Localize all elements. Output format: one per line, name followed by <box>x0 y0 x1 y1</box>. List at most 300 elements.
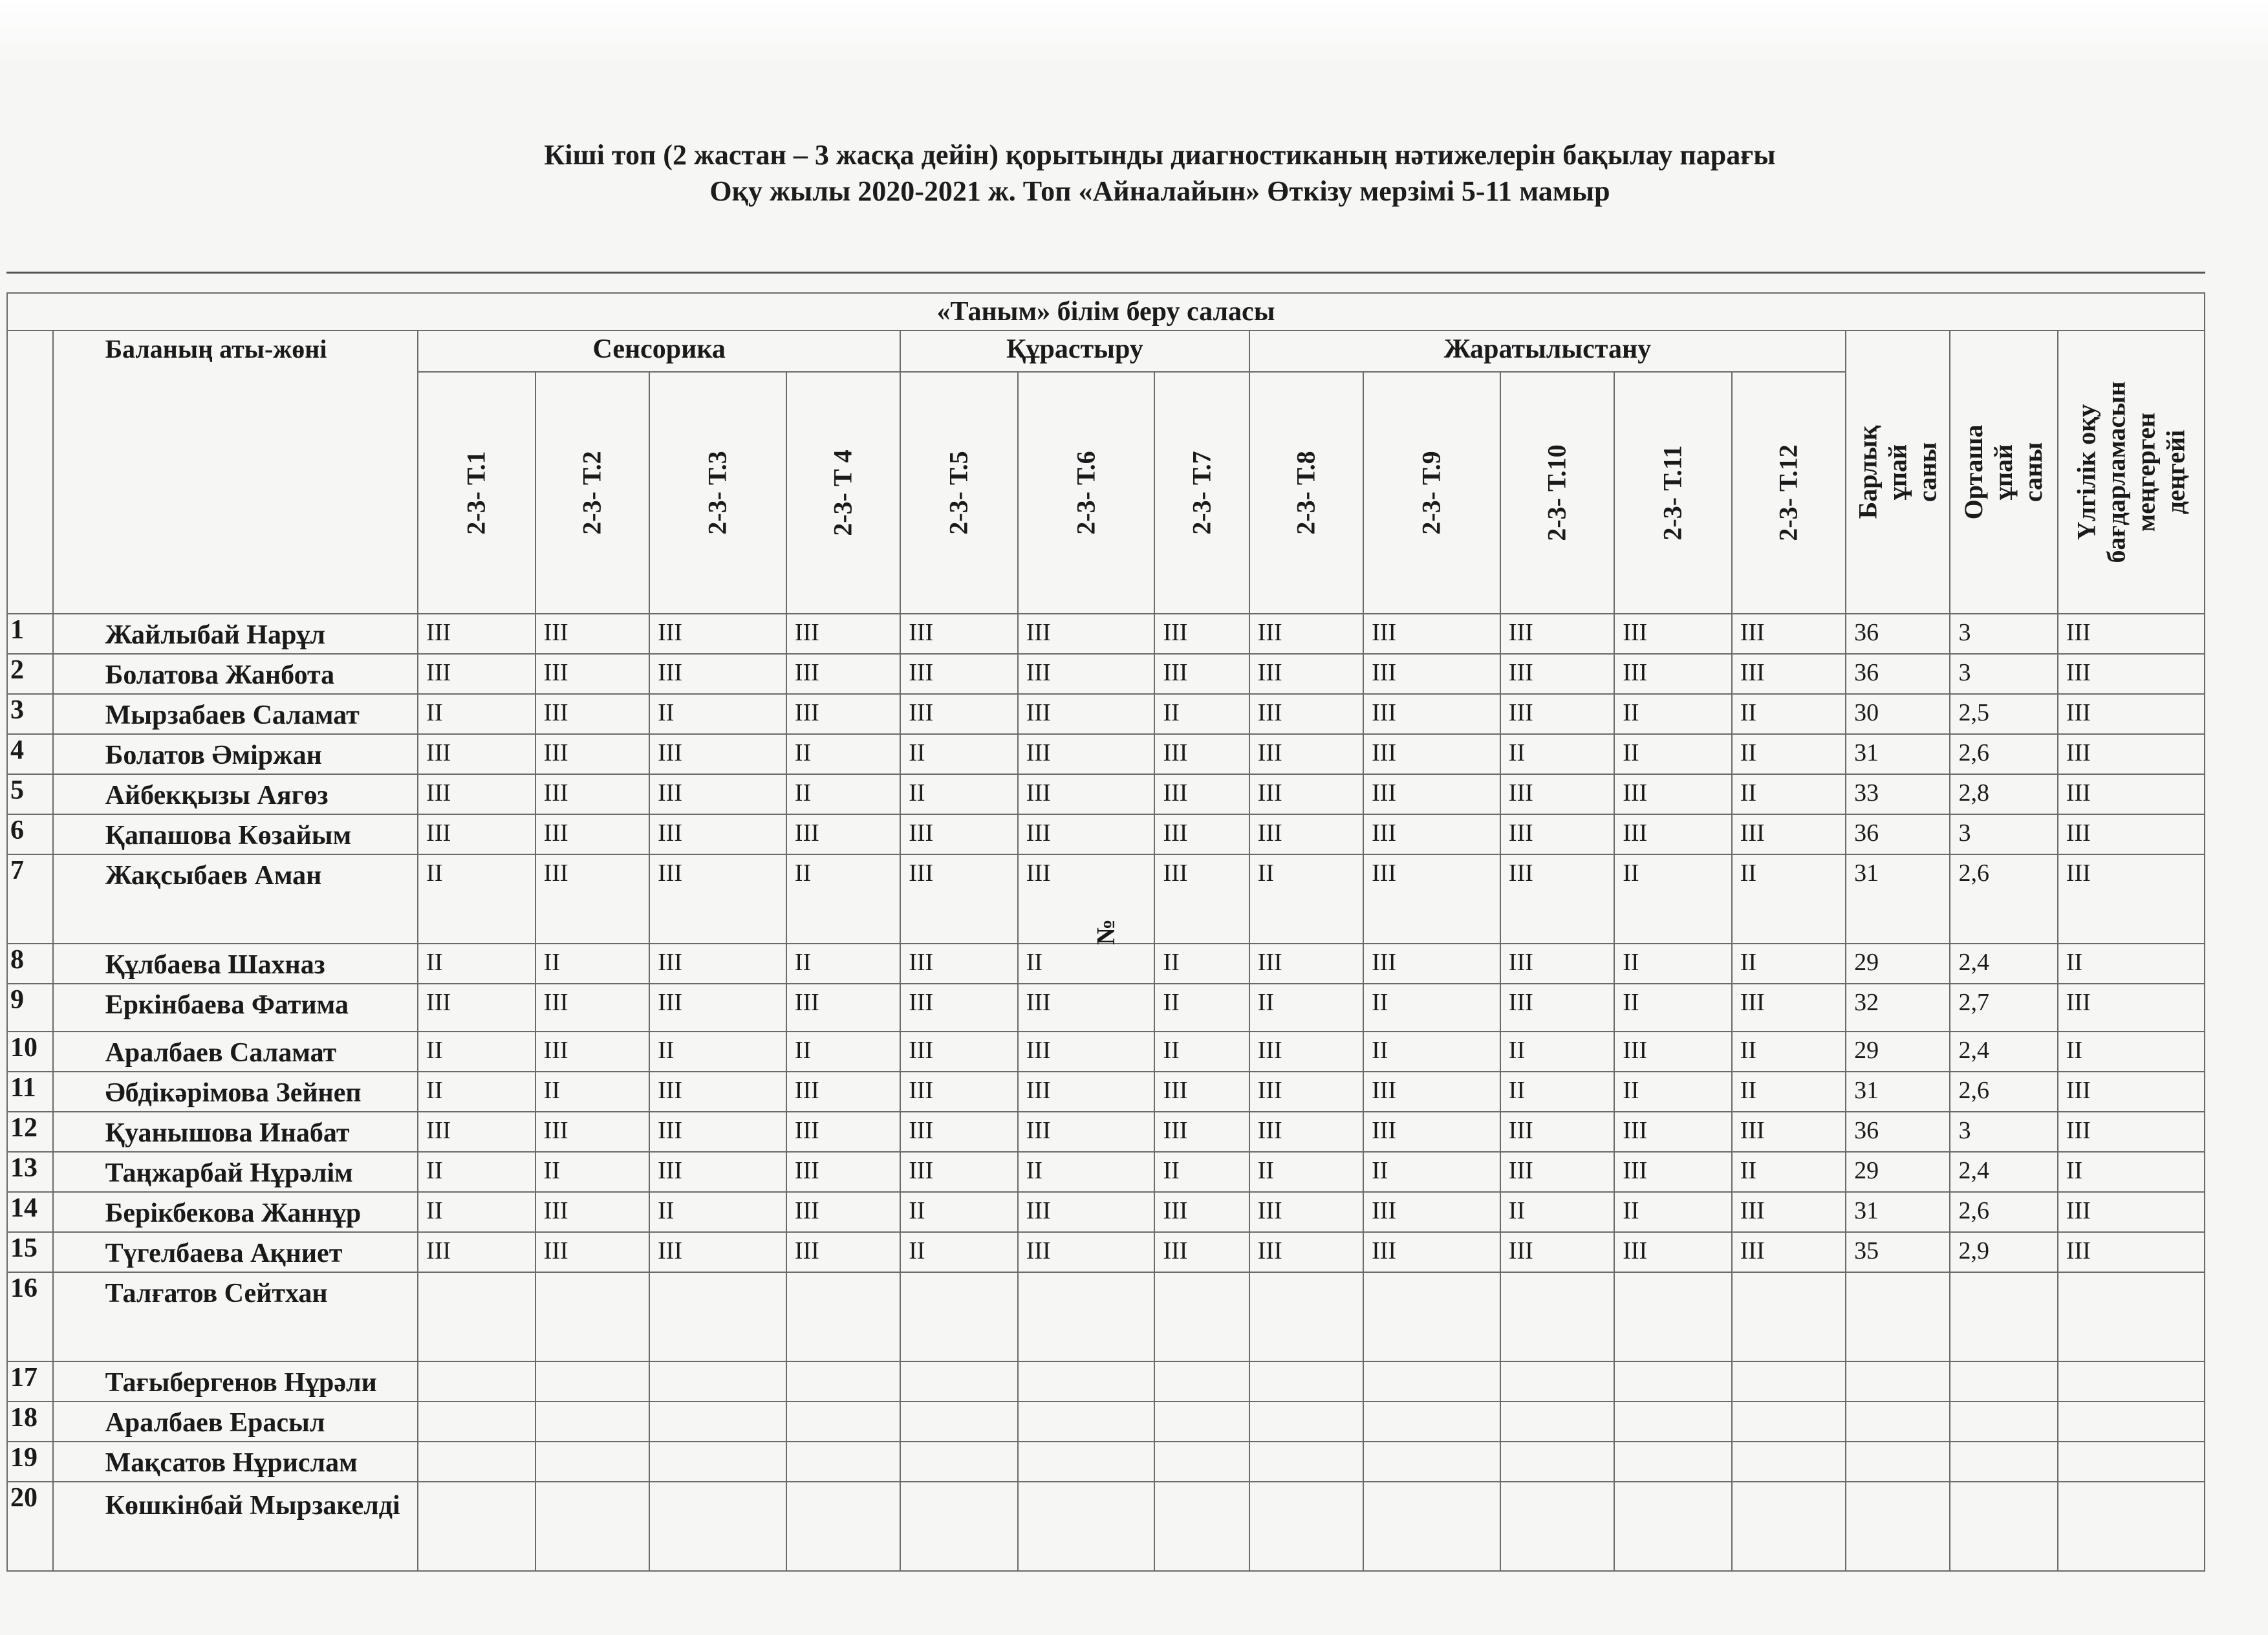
task-score: III <box>649 734 786 774</box>
row-number: 11 <box>7 1072 53 1112</box>
child-name: Берікбекова Жаннұр <box>53 1192 418 1232</box>
task-score: III <box>535 814 649 854</box>
row-number: 4 <box>7 734 53 774</box>
task-score: III <box>1732 1112 1846 1152</box>
task-score: II <box>418 944 535 984</box>
task-score: III <box>649 1152 786 1192</box>
total-score-header-text: Барлық ұпай саны <box>1853 425 1942 519</box>
task-score: III <box>535 614 649 654</box>
task-score: III <box>900 984 1017 1032</box>
task-header <box>535 372 649 614</box>
task-header-label: 2-3- Т.7 <box>1187 451 1216 535</box>
level-score: III <box>2058 854 2205 944</box>
child-name: Болатова Жанбота <box>53 654 418 694</box>
task-score: III <box>1363 614 1500 654</box>
group-header-zharatylystanu: Жаратылыстану <box>1249 330 1846 372</box>
task-score: II <box>535 1152 649 1192</box>
task-score: III <box>1154 774 1249 814</box>
level-score: II <box>2058 944 2205 984</box>
task-score: III <box>786 984 900 1032</box>
task-score: III <box>1154 1112 1249 1152</box>
task-score: III <box>1614 774 1731 814</box>
task-score: III <box>418 774 535 814</box>
task-score: III <box>649 1072 786 1112</box>
task-score: II <box>1154 984 1249 1032</box>
task-score: II <box>1154 944 1249 984</box>
task-header <box>649 372 786 614</box>
task-score: II <box>535 1072 649 1112</box>
average-score: 3 <box>1950 654 2057 694</box>
row-number: 16 <box>7 1272 53 1361</box>
task-score: III <box>1018 814 1155 854</box>
child-name: Жайлыбай Нарұл <box>53 614 418 654</box>
task-score: II <box>900 1232 1017 1272</box>
task-score: III <box>1154 734 1249 774</box>
task-score: II <box>1614 734 1731 774</box>
task-score: II <box>786 854 900 944</box>
task-score: II <box>1500 1072 1614 1112</box>
task-header <box>1732 372 1846 614</box>
total-score: 30 <box>1846 694 1950 734</box>
child-name: Мақсатов Нұрислам <box>53 1442 418 1482</box>
child-name: Жақсыбаев Аман <box>53 854 418 944</box>
average-score: 2,9 <box>1950 1232 2057 1272</box>
total-score: 36 <box>1846 654 1950 694</box>
task-score: III <box>1614 614 1731 654</box>
task-score: II <box>1732 1152 1846 1192</box>
average-score: 2,5 <box>1950 694 2057 734</box>
level-score: III <box>2058 1232 2205 1272</box>
average-score: 2,4 <box>1950 1032 2057 1072</box>
task-score: III <box>900 1152 1017 1192</box>
level-header <box>2058 330 2205 614</box>
average-score: 3 <box>1950 1112 2057 1152</box>
task-score: III <box>649 654 786 694</box>
task-score: III <box>649 814 786 854</box>
task-score: II <box>649 694 786 734</box>
task-score: III <box>1018 1232 1155 1272</box>
task-score: III <box>649 1232 786 1272</box>
task-score: II <box>1363 1032 1500 1072</box>
row-number: 12 <box>7 1112 53 1152</box>
task-score: III <box>1249 1112 1363 1152</box>
child-name: Аралбаев Ерасыл <box>53 1402 418 1442</box>
total-score: 31 <box>1846 854 1950 944</box>
task-score: II <box>1154 1152 1249 1192</box>
task-score: II <box>1614 944 1731 984</box>
task-score: III <box>786 814 900 854</box>
total-score: 29 <box>1846 1032 1950 1072</box>
task-score: II <box>1732 1032 1846 1072</box>
average-score: 2,6 <box>1950 1192 2057 1232</box>
total-score: 31 <box>1846 734 1950 774</box>
task-score: III <box>1614 1112 1731 1152</box>
task-score: III <box>1018 774 1155 814</box>
child-name: Болатов Әміржан <box>53 734 418 774</box>
total-score: 31 <box>1846 1192 1950 1232</box>
level-score: III <box>2058 654 2205 694</box>
task-score: III <box>900 854 1017 944</box>
row-number: 8 <box>7 944 53 984</box>
task-score: III <box>535 1112 649 1152</box>
task-score: III <box>1154 1232 1249 1272</box>
task-score: III <box>418 734 535 774</box>
average-score: 2,6 <box>1950 1072 2057 1112</box>
area-title: «Таным» білім беру саласы <box>7 293 2205 330</box>
task-score: II <box>649 1032 786 1072</box>
task-score: II <box>900 1192 1017 1232</box>
child-name: Таңжарбай Нұрәлім <box>53 1152 418 1192</box>
task-score: III <box>535 694 649 734</box>
task-score: II <box>418 1032 535 1072</box>
task-score: II <box>1614 694 1731 734</box>
task-score: II <box>1363 984 1500 1032</box>
task-score: III <box>418 654 535 694</box>
task-score: III <box>1249 1072 1363 1112</box>
child-name: Тағыбергенов Нұрәли <box>53 1361 418 1402</box>
task-score: III <box>649 944 786 984</box>
total-score: 33 <box>1846 774 1950 814</box>
task-score: III <box>535 1192 649 1232</box>
task-score: III <box>1732 814 1846 854</box>
task-header-label: 2-3- Т.9 <box>1416 451 1446 535</box>
task-score: III <box>535 654 649 694</box>
child-name: Қапашова Көзайым <box>53 814 418 854</box>
task-score: II <box>900 734 1017 774</box>
task-score: III <box>1249 1192 1363 1232</box>
task-score: III <box>1363 694 1500 734</box>
task-score: III <box>1018 1072 1155 1112</box>
total-score: 29 <box>1846 1152 1950 1192</box>
num-header: № <box>7 330 53 614</box>
average-score: 3 <box>1950 614 2057 654</box>
child-name: Түгелбаева Ақниет <box>53 1232 418 1272</box>
task-score: III <box>1363 1232 1500 1272</box>
task-header <box>900 372 1017 614</box>
row-number: 15 <box>7 1232 53 1272</box>
task-score: II <box>649 1192 786 1232</box>
task-score: II <box>418 854 535 944</box>
task-score: II <box>1154 694 1249 734</box>
row-number: 20 <box>7 1482 53 1571</box>
task-score: III <box>900 1112 1017 1152</box>
task-score: II <box>1732 694 1846 734</box>
task-score: III <box>1500 1232 1614 1272</box>
task-score: II <box>1500 1192 1614 1232</box>
results-table-wrap <box>6 292 2205 1572</box>
row-number: 5 <box>7 774 53 814</box>
task-score: II <box>1249 984 1363 1032</box>
level-score: II <box>2058 1032 2205 1072</box>
task-score: III <box>900 614 1017 654</box>
total-score: 32 <box>1846 984 1950 1032</box>
task-score: III <box>1363 814 1500 854</box>
task-score: III <box>1732 614 1846 654</box>
task-score: II <box>786 1032 900 1072</box>
row-number: 13 <box>7 1152 53 1192</box>
task-score: II <box>418 1192 535 1232</box>
task-score: III <box>1500 654 1614 694</box>
task-score: III <box>1363 1192 1500 1232</box>
task-score: III <box>1500 774 1614 814</box>
task-score: III <box>418 614 535 654</box>
total-score: 36 <box>1846 814 1950 854</box>
task-score: III <box>535 984 649 1032</box>
task-score: III <box>1018 854 1155 944</box>
task-score: II <box>1500 734 1614 774</box>
task-score: III <box>1018 1112 1155 1152</box>
task-score: III <box>1500 944 1614 984</box>
task-score: III <box>418 814 535 854</box>
task-score: II <box>1732 774 1846 814</box>
scan-edge <box>0 0 2268 65</box>
task-score: III <box>1732 654 1846 694</box>
average-score: 2,4 <box>1950 944 2057 984</box>
task-score: III <box>1500 614 1614 654</box>
child-name: Құлбаева Шахназ <box>53 944 418 984</box>
task-score: III <box>1018 614 1155 654</box>
task-score: III <box>1154 854 1249 944</box>
task-score: II <box>1614 854 1731 944</box>
task-header <box>1363 372 1500 614</box>
level-score: III <box>2058 814 2205 854</box>
row-number: 1 <box>7 614 53 654</box>
row-number: 2 <box>7 654 53 694</box>
average-score: 2,4 <box>1950 1152 2057 1192</box>
average-score: 2,8 <box>1950 774 2057 814</box>
total-score: 31 <box>1846 1072 1950 1112</box>
task-score: III <box>418 984 535 1032</box>
task-score: III <box>1154 1072 1249 1112</box>
task-score: III <box>1154 654 1249 694</box>
task-score: II <box>1154 1032 1249 1072</box>
task-score: III <box>900 694 1017 734</box>
task-score: III <box>1249 694 1363 734</box>
task-score: III <box>649 614 786 654</box>
task-score: II <box>1018 944 1155 984</box>
task-score: II <box>1363 1152 1500 1192</box>
document-subtitle: Оқу жылы 2020-2021 ж. Топ «Айналайын» Өткізу мерзімі 5-11 мамыр <box>709 175 1610 207</box>
task-score: II <box>418 1152 535 1192</box>
task-header-label: 2-3- Т.1 <box>461 451 491 535</box>
task-score: III <box>1018 654 1155 694</box>
task-header-label: 2-3- Т.6 <box>1071 451 1101 535</box>
group-header-sensorika: Сенсорика <box>418 330 900 372</box>
task-score: III <box>1018 984 1155 1032</box>
child-name: Қуанышова Инабат <box>53 1112 418 1152</box>
level-score: III <box>2058 694 2205 734</box>
task-score: III <box>1018 1192 1155 1232</box>
task-score: III <box>900 944 1017 984</box>
task-score: III <box>418 1112 535 1152</box>
task-score: III <box>1154 814 1249 854</box>
task-score: II <box>1018 1152 1155 1192</box>
level-header-text: Үлгілік оқу бағдарламасын меңгерген деңгейі <box>2071 381 2190 563</box>
task-score: II <box>1614 1192 1731 1232</box>
task-score: III <box>1018 734 1155 774</box>
task-score: III <box>1500 1112 1614 1152</box>
average-score: 2,7 <box>1950 984 2057 1032</box>
task-score: III <box>1363 944 1500 984</box>
task-score: III <box>1249 654 1363 694</box>
row-number: 14 <box>7 1192 53 1232</box>
task-header <box>1500 372 1614 614</box>
level-score: III <box>2058 774 2205 814</box>
task-score: III <box>1500 984 1614 1032</box>
task-score: III <box>1018 694 1155 734</box>
row-number: 10 <box>7 1032 53 1072</box>
task-score: II <box>1732 734 1846 774</box>
task-score: III <box>1732 1192 1846 1232</box>
task-score: III <box>1154 614 1249 654</box>
task-score: III <box>786 1192 900 1232</box>
level-score: III <box>2058 1112 2205 1152</box>
task-header-label: 2-3- Т.11 <box>1658 445 1687 541</box>
total-score: 29 <box>1846 944 1950 984</box>
results-table <box>6 292 2205 1572</box>
task-header-label: 2-3- Т 4 <box>828 449 858 536</box>
row-number: 18 <box>7 1402 53 1442</box>
child-name: Көшкінбай Мырзакелді <box>53 1482 418 1571</box>
task-header-label: 2-3- Т.3 <box>702 451 732 535</box>
task-score: III <box>1249 944 1363 984</box>
task-score: III <box>1614 1152 1731 1192</box>
name-header: Баланың аты-жөні <box>53 330 418 614</box>
task-header-label: 2-3- Т.12 <box>1773 444 1803 541</box>
task-score: II <box>1614 1072 1731 1112</box>
task-score: III <box>786 654 900 694</box>
task-header <box>1614 372 1731 614</box>
task-score: III <box>535 1032 649 1072</box>
task-header-label: 2-3- Т.10 <box>1542 444 1572 541</box>
total-score: 35 <box>1846 1232 1950 1272</box>
task-header-label: 2-3- Т.2 <box>577 451 607 535</box>
task-score: II <box>418 694 535 734</box>
child-name: Әбдікәрімова Зейнеп <box>53 1072 418 1112</box>
task-score: II <box>1500 1032 1614 1072</box>
task-score: III <box>1249 814 1363 854</box>
row-number: 17 <box>7 1361 53 1402</box>
task-score: II <box>786 774 900 814</box>
task-header <box>418 372 535 614</box>
task-score: III <box>786 1112 900 1152</box>
row-number: 9 <box>7 984 53 1032</box>
child-name: Айбекқызы Аягөз <box>53 774 418 814</box>
level-score: III <box>2058 614 2205 654</box>
average-score: 2,6 <box>1950 854 2057 944</box>
row-number: 19 <box>7 1442 53 1482</box>
task-score: III <box>1363 1112 1500 1152</box>
task-score: III <box>1363 854 1500 944</box>
task-score: II <box>418 1072 535 1112</box>
task-score: III <box>649 984 786 1032</box>
task-score: III <box>786 1072 900 1112</box>
task-score: III <box>786 1152 900 1192</box>
task-score: III <box>900 1072 1017 1112</box>
task-score: III <box>1732 984 1846 1032</box>
task-score: III <box>418 1232 535 1272</box>
task-header <box>1249 372 1363 614</box>
task-score: III <box>1018 1032 1155 1072</box>
task-header <box>1154 372 1249 614</box>
task-score: III <box>786 614 900 654</box>
task-header <box>1018 372 1155 614</box>
task-header-label: 2-3- Т.8 <box>1291 451 1321 535</box>
task-score: III <box>1249 1032 1363 1072</box>
document-title: Кіші топ (2 жастан – 3 жасқа дейін) қорытынды диагностиканың нәтижелерін бақылау парағы <box>544 139 1776 171</box>
level-score: III <box>2058 984 2205 1032</box>
task-score: III <box>1154 1192 1249 1232</box>
task-score: III <box>535 774 649 814</box>
task-score: III <box>786 1232 900 1272</box>
task-score: II <box>1732 1072 1846 1112</box>
row-number: 7 <box>7 854 53 944</box>
task-score: II <box>786 734 900 774</box>
task-header <box>786 372 900 614</box>
task-score: III <box>1614 654 1731 694</box>
task-score: III <box>1614 1032 1731 1072</box>
task-score: III <box>1249 614 1363 654</box>
task-score: III <box>649 1112 786 1152</box>
task-score: II <box>1614 984 1731 1032</box>
task-score: II <box>1732 944 1846 984</box>
task-score: III <box>1500 814 1614 854</box>
task-score: III <box>1249 734 1363 774</box>
task-score: III <box>535 1232 649 1272</box>
task-score: III <box>1363 774 1500 814</box>
task-score: II <box>535 944 649 984</box>
level-score: II <box>2058 1152 2205 1192</box>
task-score: III <box>1363 734 1500 774</box>
task-score: II <box>1249 1152 1363 1192</box>
task-score: III <box>649 774 786 814</box>
level-score: III <box>2058 1192 2205 1232</box>
task-score: II <box>1732 854 1846 944</box>
total-score: 36 <box>1846 1112 1950 1152</box>
task-score: III <box>900 654 1017 694</box>
total-score-header <box>1846 330 1950 614</box>
task-score: III <box>1500 694 1614 734</box>
task-score: III <box>535 734 649 774</box>
average-score-header-text: Орташа ұпай саны <box>1959 424 2048 520</box>
task-score: III <box>1614 1232 1731 1272</box>
task-score: III <box>1249 1232 1363 1272</box>
average-score-header <box>1950 330 2057 614</box>
task-score: III <box>900 1032 1017 1072</box>
task-score: III <box>1500 1152 1614 1192</box>
task-score: III <box>649 854 786 944</box>
total-score: 36 <box>1846 614 1950 654</box>
task-score: III <box>535 854 649 944</box>
task-score: II <box>786 944 900 984</box>
row-number: 3 <box>7 694 53 734</box>
child-name: Еркінбаева Фатима <box>53 984 418 1032</box>
task-score: III <box>1500 854 1614 944</box>
task-score: III <box>786 694 900 734</box>
group-header-qurastyru: Құрастыру <box>900 330 1249 372</box>
row-number: 6 <box>7 814 53 854</box>
child-name: Мырзабаев Саламат <box>53 694 418 734</box>
task-score: III <box>1363 654 1500 694</box>
average-score: 3 <box>1950 814 2057 854</box>
level-score: III <box>2058 734 2205 774</box>
task-score: II <box>1249 854 1363 944</box>
task-score: II <box>900 774 1017 814</box>
task-score: III <box>1363 1072 1500 1112</box>
task-score: III <box>1732 1232 1846 1272</box>
child-name: Талғатов Сейтхан <box>53 1272 418 1361</box>
task-header-label: 2-3- Т.5 <box>944 451 973 535</box>
